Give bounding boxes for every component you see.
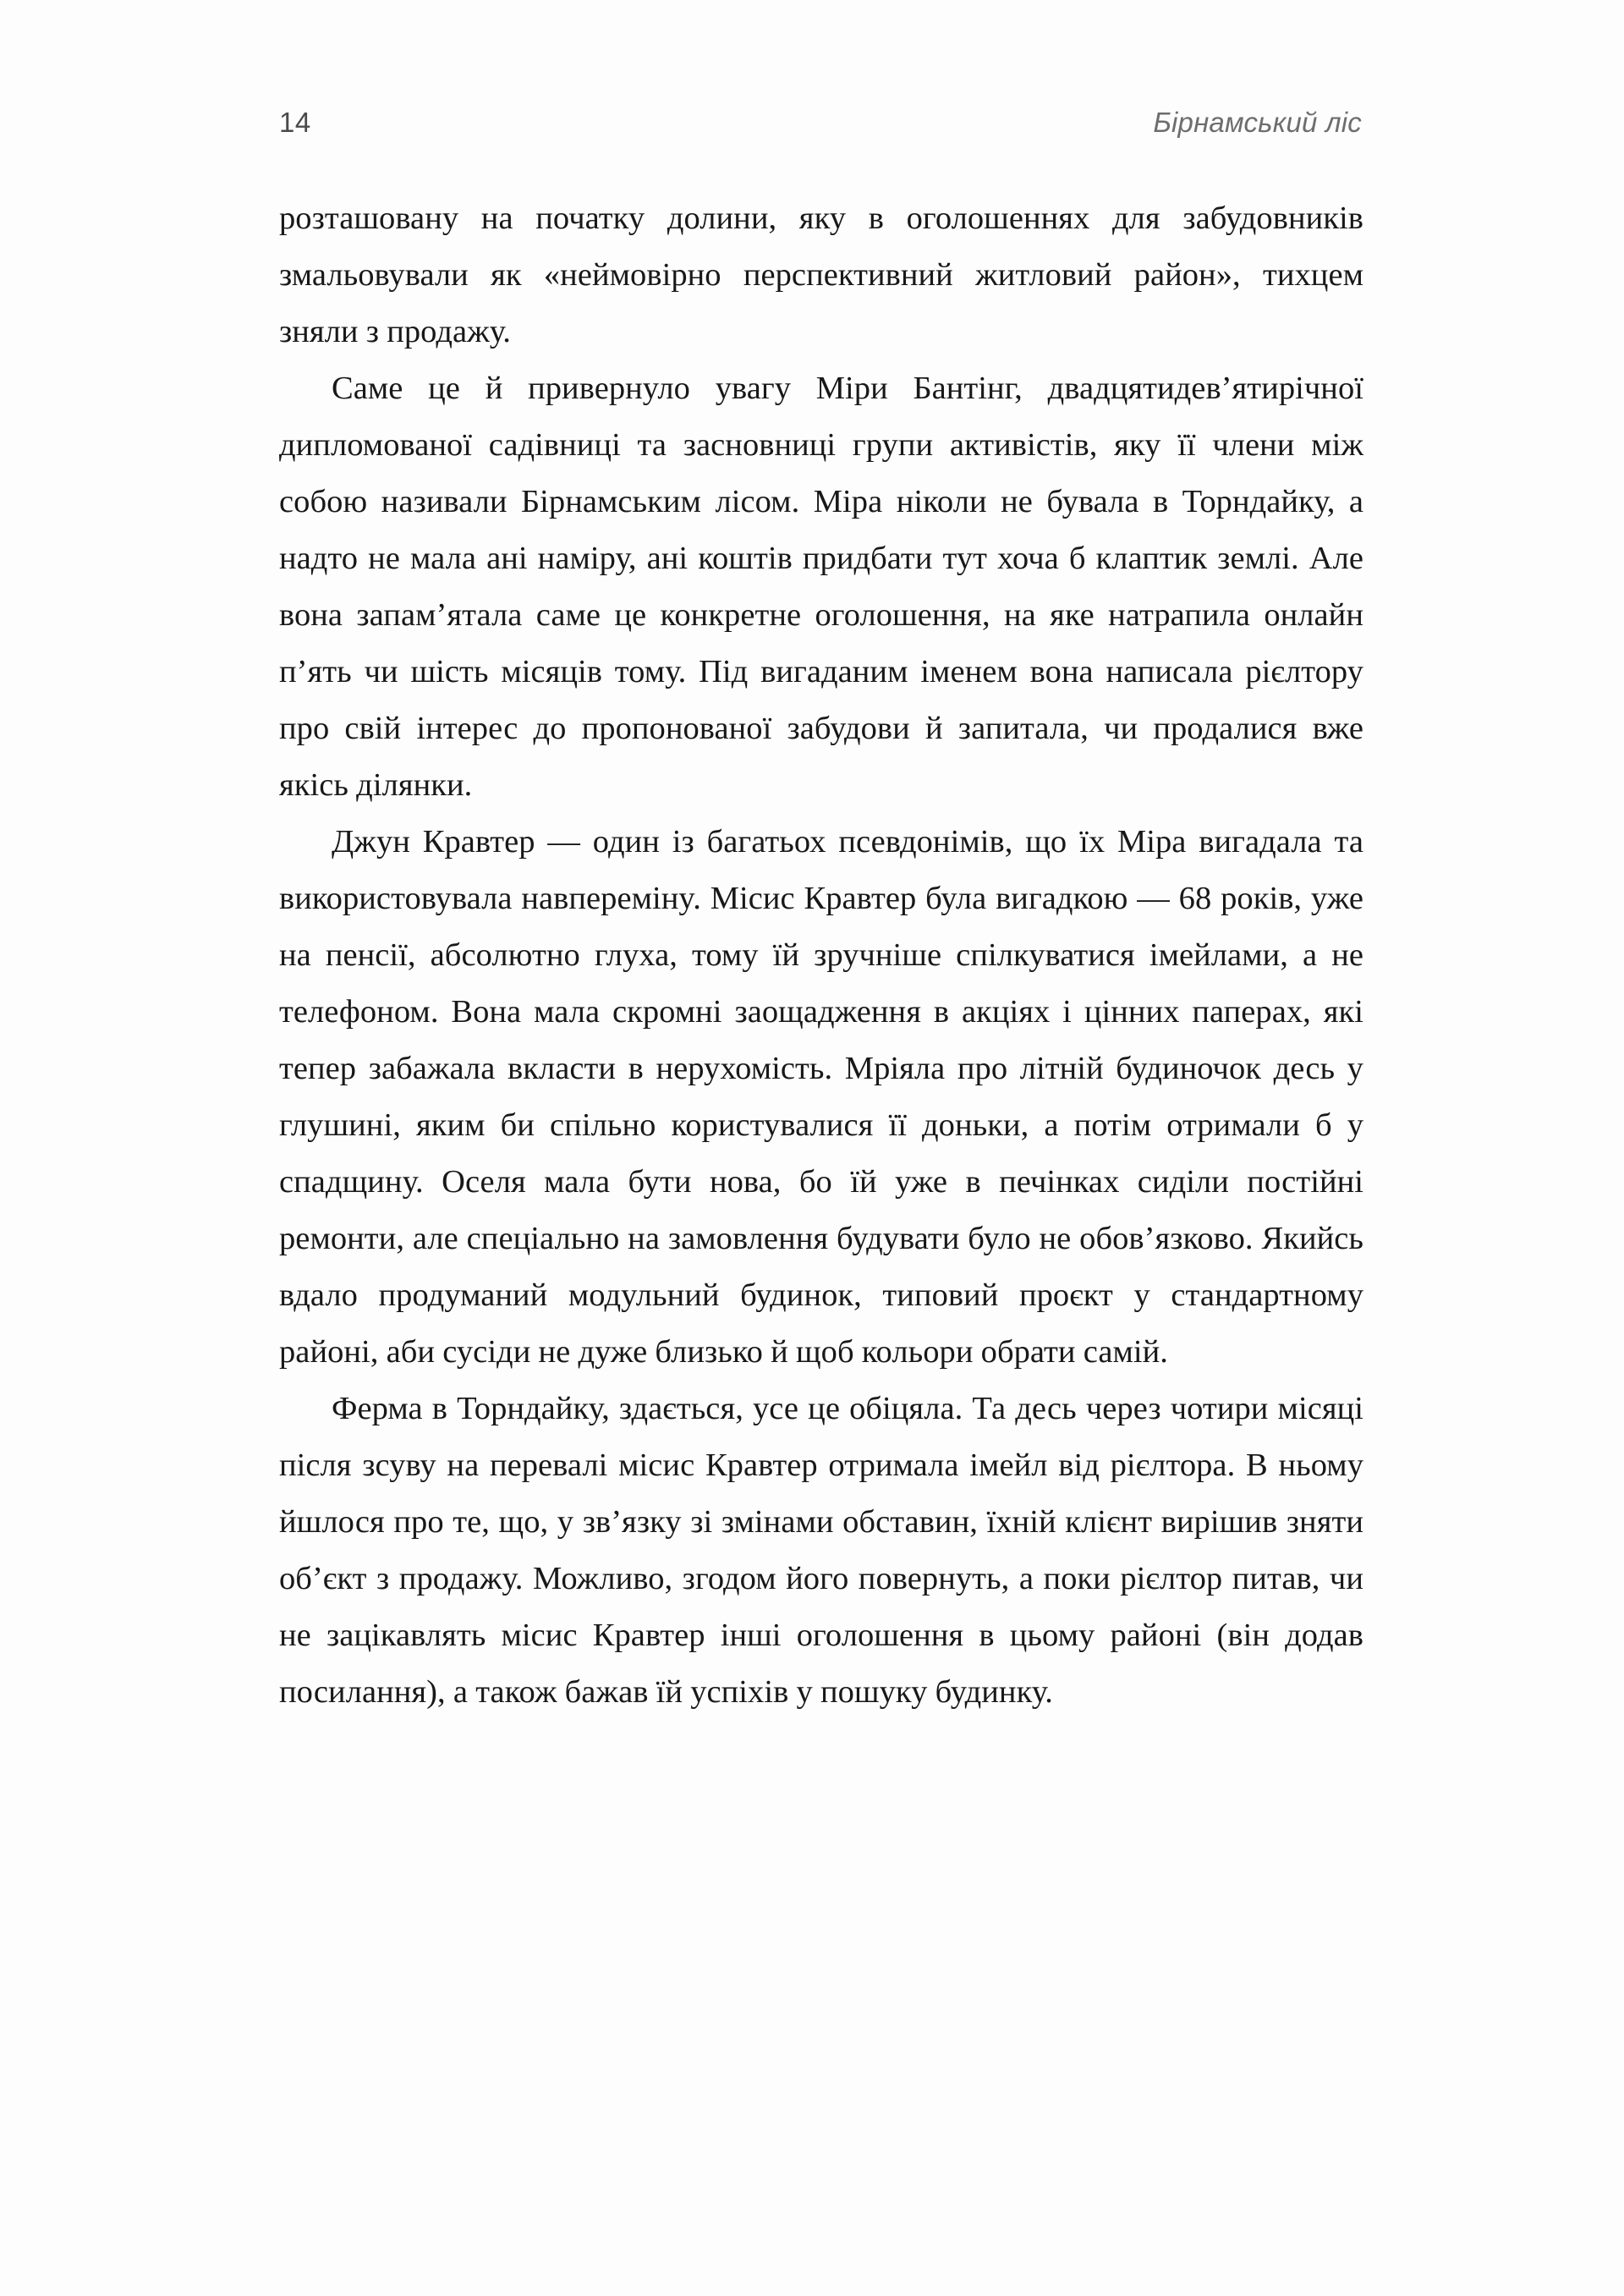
running-head (279, 108, 1362, 136)
page-number: 14 (279, 107, 311, 138)
running-head-title: Бірнамський ліс (1153, 107, 1362, 138)
paragraph-3: Джун Кравтер — один із багатьох псевдонімів, що їх Міра вигадала та використовувала навперемінy. Місис Кравтер була вигадкою — 68 років, уже на пенсії, абсолютно глуха, тому їй зручніше спілкуватися імейлами, а не телефоном. Вона мала скромні заощадження в акціях і цінних паперах, які тепер забажала вкласти в нерухомість. Мріяла про літній будиночок десь у глушині, яким би спільно користувалися її доньки, а потім отримали б у спадщину. Оселя мала бути нова, бо їй уже в печінках сиділи постійні ремонти, але спеціально на замовлення будувати було не обов’язково. Якийсь вдало продуманий модульний будинок, типовий проєкт у стандартному районі, аби сусіди не дуже близько й щоб кольори обрати самій. (279, 824, 1363, 1370)
paragraph-2: Саме це й привернуло увагу Міри Бантінг, двадцятидев’ятирічної дипломованої садівниці та засновниці групи активістів, яку її члени між собою називали Бірнамським лісом. Міра ніколи не бувала в Торндайку, а надто не мала ані наміру, ані коштів придбати тут хоча б клаптик землі. Але вона запам’ятала саме це конкретне оголошення, на яке натрапила онлайн п’ять чи шість місяців тому. Під вигаданим іменем вона написала рієлтору про свій інтерес до пропонованої забудови й запитала, чи продалися вже якісь ділянки. (279, 371, 1363, 803)
paragraph-1: розташовану на початку долини, яку в оголошеннях для забудовників змальовували як «неймовірно перспективний житловий район», тихцем зняли з продажу. (279, 200, 1363, 349)
paragraph-4: Ферма в Торндайку, здається, усе це обіцяла. Та десь через чотири місяці після зсуву на перевалі місис Кравтер отримала імейл від рієлтора. В ньому йшлося про те, що, у зв’язку зі змінами обставин, їхній клієнт вирішив зняти об’єкт з продажу. Можливо, згодом його повернуть, а поки рієлтор питав, чи не зацікавлять місис Кравтер інші оголошення в цьому районі (він додав посилання), а також бажав їй успіхів у пошуку будинку. (279, 1391, 1363, 1710)
body-text-block (279, 190, 1363, 1721)
